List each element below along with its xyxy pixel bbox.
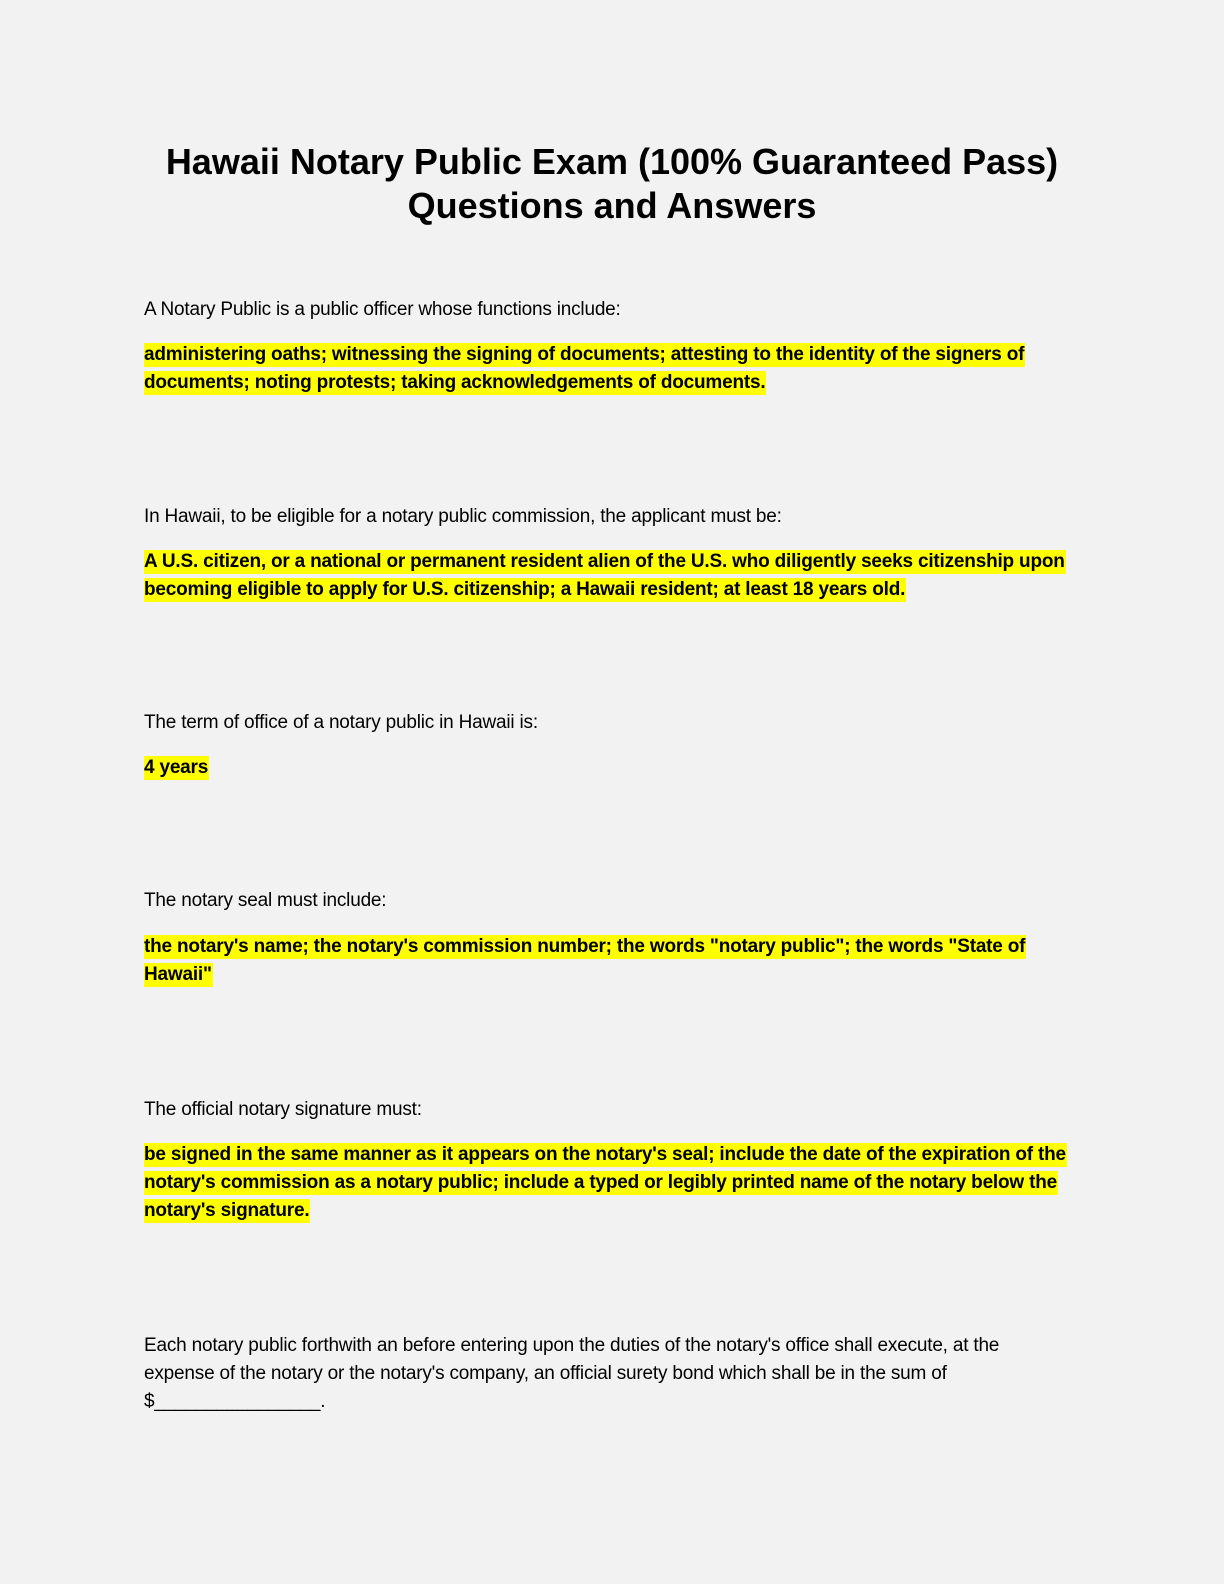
question-2: In Hawaii, to be eligible for a notary public commission, the applicant must be: <box>144 506 782 527</box>
question-4: The notary seal must include: <box>144 890 387 911</box>
question-1: A Notary Public is a public officer whose functions include: <box>144 299 621 320</box>
question-6: Each notary public forthwith an before entering upon the duties of the notary's office shall execute, at the expense of the notary or the notary's company, an official surety bond which shall be in the sum of $________________. <box>144 1335 1000 1412</box>
answer-3-highlight: 4 years <box>144 757 209 778</box>
answer-5 <box>144 1141 1074 1225</box>
answer-2 <box>144 548 1074 604</box>
answer-1-highlight: administering oaths; witnessing the signing of documents; attesting to the identity of the signers of documents; noting protests; taking acknowledgements of documents. <box>144 344 1025 393</box>
question-5: The official notary signature must: <box>144 1099 422 1120</box>
answer-1 <box>144 341 1074 397</box>
answer-2-highlight: A U.S. citizen, or a national or permanent resident alien of the U.S. who diligently seeks citizenship upon becoming eligible to apply for U.S. citizenship; a Hawaii resident; at least 18 years old. <box>144 551 1065 600</box>
answer-3 <box>144 754 1074 782</box>
page-title-line-1: Hawaii Notary Public Exam (100% Guaranteed Pass) <box>165 141 1059 182</box>
answer-4-highlight: the notary's name; the notary's commission number; the words "notary public"; the words "State of Hawaii" <box>144 936 1026 985</box>
answer-4 <box>144 933 1074 989</box>
answer-5-highlight: be signed in the same manner as it appears on the notary's seal; include the date of the expiration of the notary's commission as a notary public; include a typed or legibly printed name of the notary below the notary's signature. <box>144 1144 1066 1221</box>
question-3: The term of office of a notary public in Hawaii is: <box>144 712 538 733</box>
page-title-line-2: Questions and Answers <box>407 185 817 226</box>
page-title <box>0 140 1224 228</box>
